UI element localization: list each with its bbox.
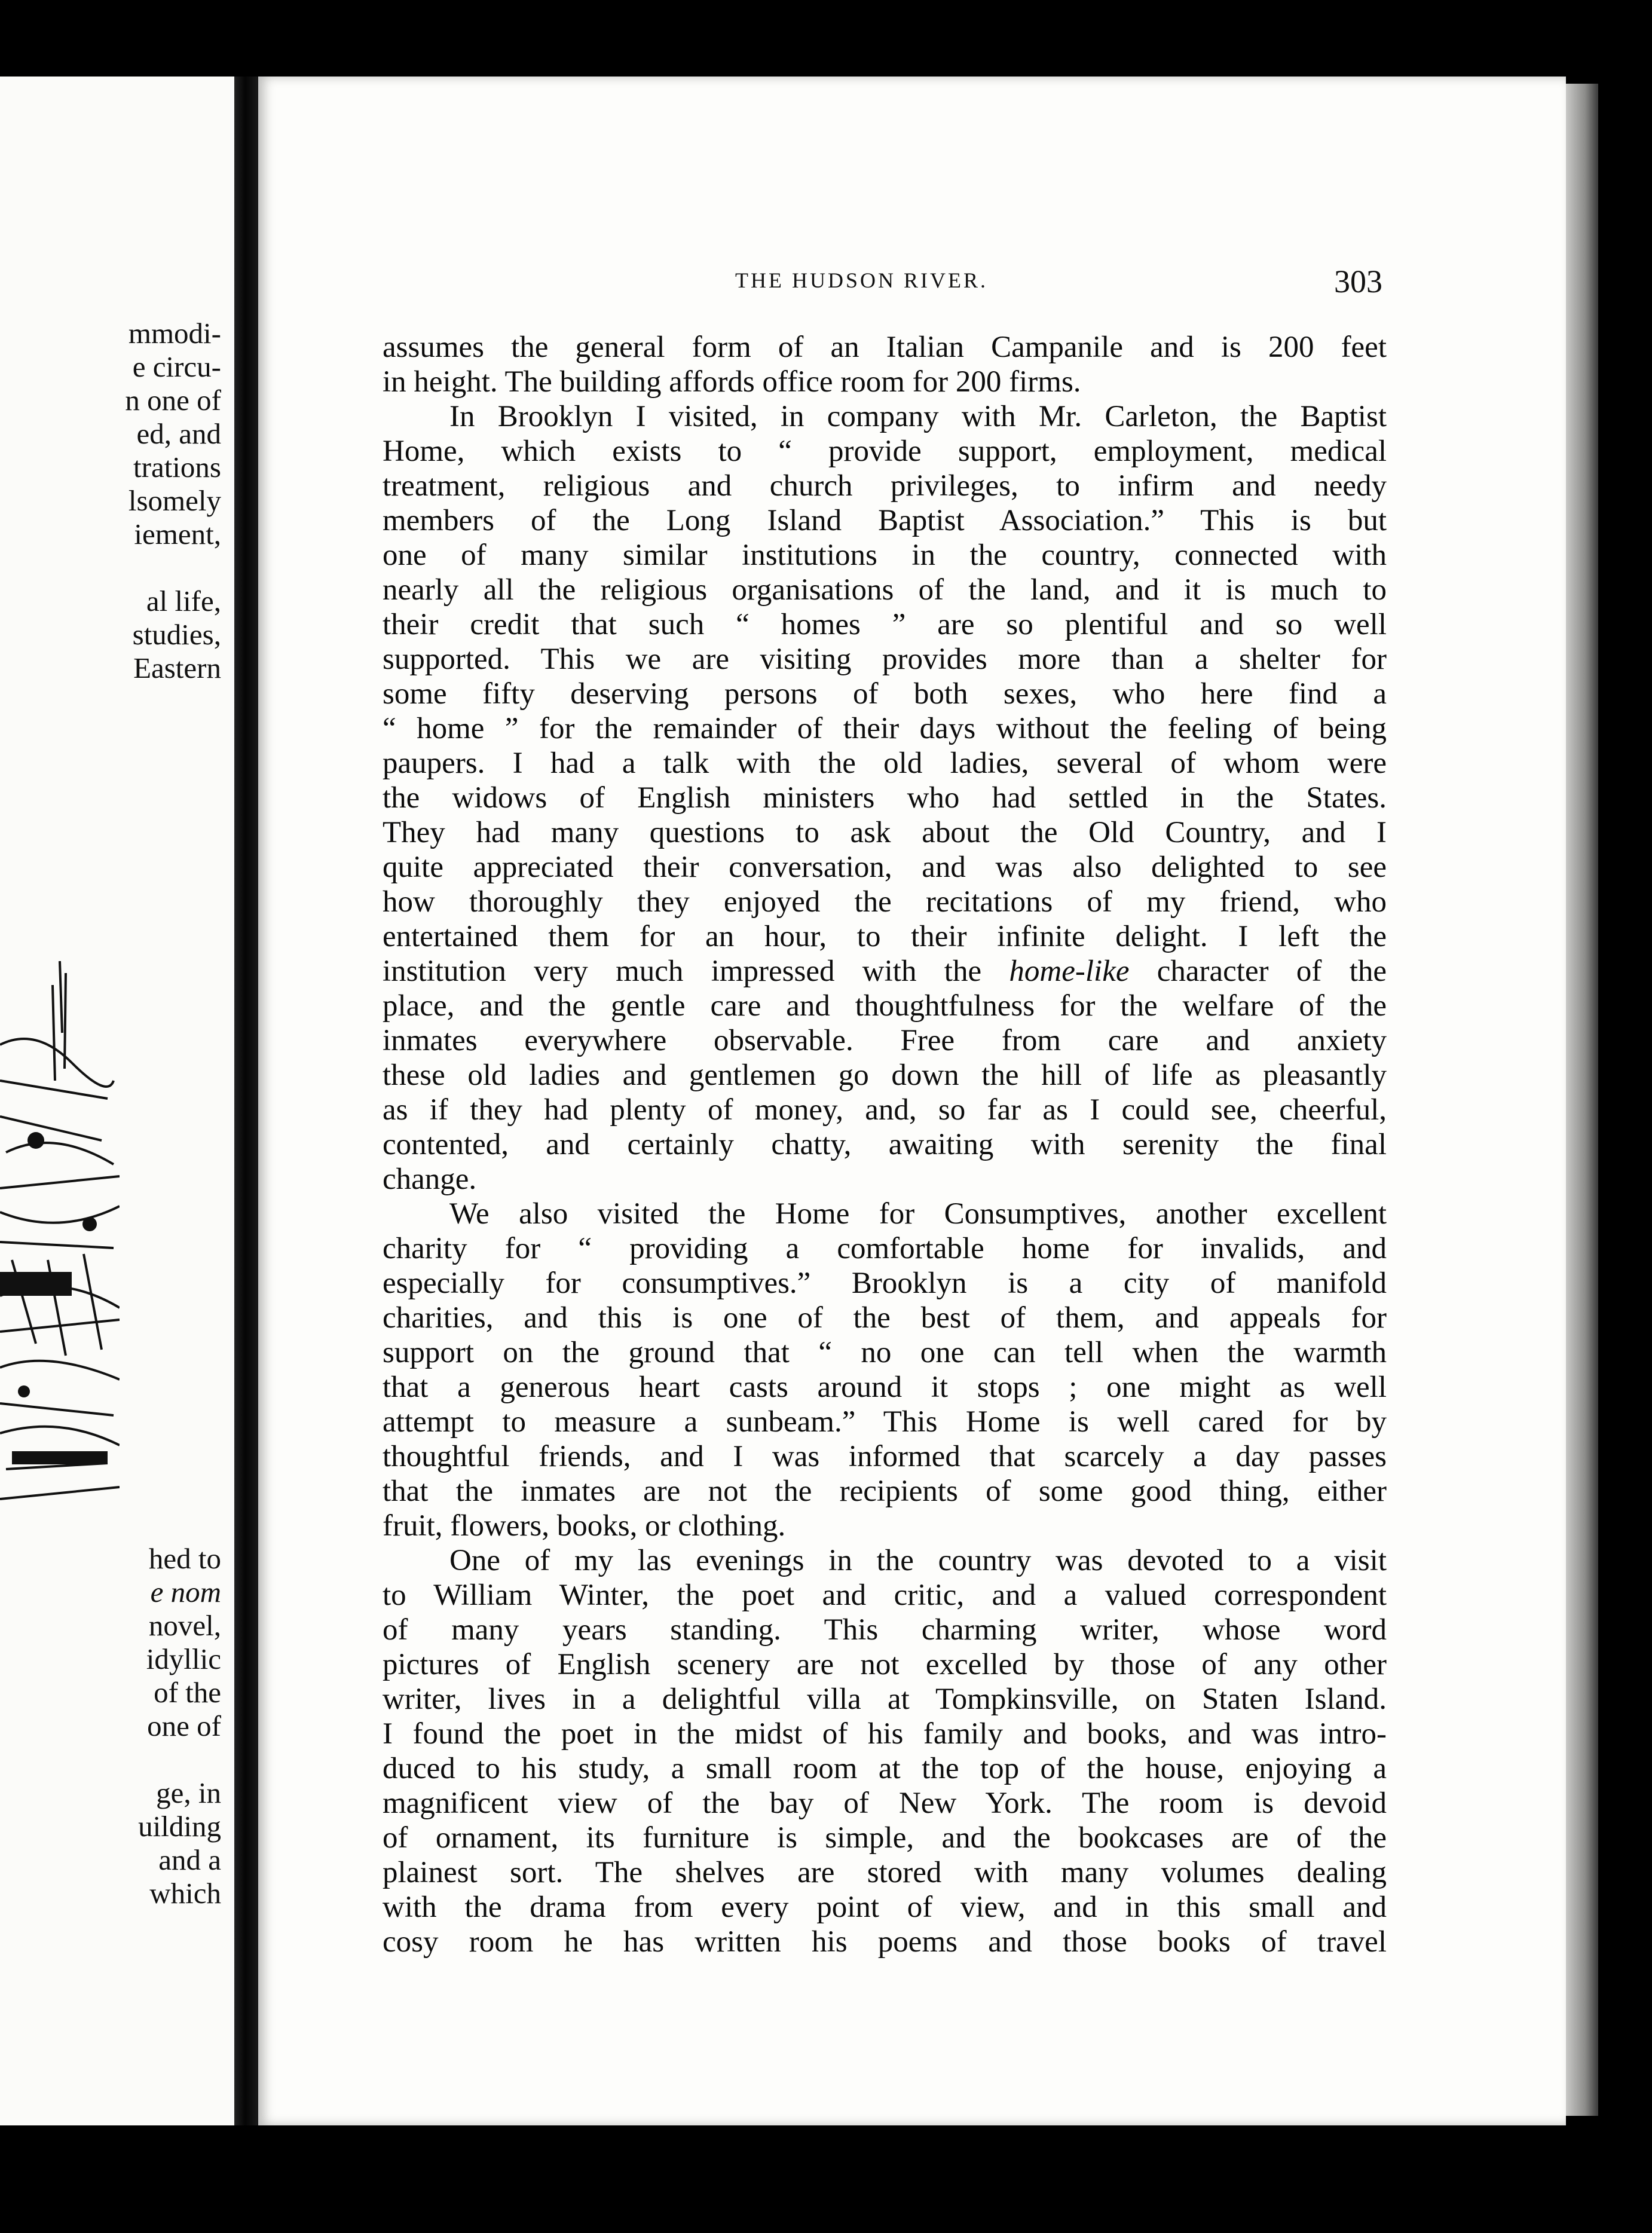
left-page-line: and a [158, 1843, 221, 1876]
text-line: of ornament, its furniture is simple, and the bookcases are of the [383, 1821, 1387, 1855]
text-line: In Brooklyn I visited, in company with Mr. Carleton, the Baptist [449, 400, 1387, 433]
text-line: They had many questions to ask about the Old Country, and I [383, 816, 1387, 849]
text-line: especially for consumptives.” Brooklyn is a city of manifold [383, 1267, 1387, 1300]
text-line: inmates everywhere observable. Free from care and anxiety [383, 1024, 1387, 1057]
text-line [383, 954, 1387, 989]
text-line: One of my las evenings in the country was devoted to a visit [449, 1544, 1387, 1577]
left-page-line: uilding [138, 1810, 221, 1843]
left-page-line: mmodi- [128, 317, 221, 350]
left-page-line: which [149, 1877, 221, 1910]
text-line: plainest sort. The shelves are stored with many volumes dealing [383, 1856, 1387, 1889]
text-line: to William Winter, the poet and critic, and a valued correspondent [383, 1579, 1387, 1612]
text-line: charity for “ providing a comfortable home for invalids, and [383, 1232, 1387, 1265]
left-page-line: idyllic [146, 1642, 221, 1675]
text-line: support on the ground that “ no one can tell when the warmth [383, 1336, 1387, 1369]
text-line: place, and the gentle care and thoughtfulness for the welfare of the [383, 989, 1387, 1023]
text-line: thoughtful friends, and I was informed that scarcely a day passes [383, 1440, 1387, 1473]
left-page-line: trations [133, 451, 221, 484]
text-line: pictures of English scenery are not excelled by those of any other [383, 1648, 1387, 1681]
text-line: that a generous heart casts around it stops ; one might as well [383, 1371, 1387, 1404]
text-line: writer, lives in a delightful villa at Tompkinsville, on Staten Island. [383, 1683, 1387, 1716]
running-head: THE HUDSON RIVER. [735, 268, 988, 292]
text-line: change. [383, 1163, 477, 1196]
text-line: I found the poet in the midst of his family and books, and was intro- [383, 1717, 1387, 1751]
italic-text: home-like [1009, 955, 1130, 988]
left-page-line: e circu- [132, 350, 221, 383]
left-page-line: al life, [146, 585, 221, 617]
text-line: entertained them for an hour, to their infinite delight. I left the [383, 920, 1387, 953]
text-line: in height. The building affords office room for 200 firms. [383, 365, 1081, 399]
text-line: as if they had plenty of money, and, so far as I could see, cheerful, [383, 1093, 1387, 1127]
left-page-line: Eastern [133, 651, 221, 684]
book-gutter [234, 77, 258, 2125]
text-segment: institution very much impressed with the [383, 955, 982, 988]
text-line: these old ladies and gentlemen go down the hill of life as pleasantly [383, 1059, 1387, 1092]
text-line: with the drama from every point of view, and in this small and [383, 1891, 1387, 1924]
text-line: nearly all the religious organisations of the land, and it is much to [383, 573, 1387, 607]
text-line: members of the Long Island Baptist Association.” This is but [383, 504, 1387, 537]
left-page-line: ed, and [136, 417, 221, 450]
engraving-illustration [0, 961, 120, 1523]
text-line: magnificent view of the bay of New York. The room is devoid [383, 1787, 1387, 1820]
left-page-line: novel, [148, 1609, 221, 1642]
left-page-line: iement, [134, 518, 221, 550]
text-line: that the inmates are not the recipients of some good thing, either [383, 1475, 1387, 1508]
left-page-line: n one of [125, 384, 221, 417]
text-line: Home, which exists to “ provide support, employment, medical [383, 435, 1387, 468]
text-line: quite appreciated their conversation, and was also delighted to see [383, 851, 1387, 884]
text-line: cosy room he has written his poems and those books of travel [383, 1925, 1387, 1959]
left-page [0, 77, 234, 2125]
page-number: 303 [1334, 264, 1382, 299]
text-line: one of many similar institutions in the country, connected with [383, 539, 1387, 572]
text-line: supported. This we are visiting provides more than a shelter for [383, 643, 1387, 676]
text-line: some fifty deserving persons of both sexes, who here find a [383, 677, 1387, 711]
text-line: We also visited the Home for Consumptives, another excellent [449, 1197, 1387, 1231]
text-line: of many years standing. This charming writer, whose word [383, 1613, 1387, 1647]
text-line: the widows of English ministers who had settled in the States. [383, 781, 1387, 815]
left-page-line: of the [154, 1676, 221, 1709]
text-line: how thoroughly they enjoyed the recitations of my friend, who [383, 885, 1387, 919]
text-line: fruit, flowers, books, or clothing. [383, 1509, 786, 1543]
text-line: their credit that such “ homes ” are so plentiful and so well [383, 608, 1387, 641]
text-line: treatment, religious and church privileges, to infirm and needy [383, 469, 1387, 503]
left-page-line: hed to [148, 1542, 221, 1575]
left-page-line: lsomely [128, 484, 221, 517]
text-line: paupers. I had a talk with the old ladies, several of whom were [383, 747, 1387, 780]
text-line: “ home ” for the remainder of their days without the feeling of being [383, 712, 1387, 745]
page-edge [1566, 84, 1598, 2116]
text-line: attempt to measure a sunbeam.” This Home is well cared for by [383, 1405, 1387, 1439]
text-line: duced to his study, a small room at the top of the house, enjoying a [383, 1752, 1387, 1785]
text-line: assumes the general form of an Italian Campanile and is 200 feet [383, 331, 1387, 364]
left-page-line: studies, [132, 618, 221, 651]
text-line: charities, and this is one of the best of them, and appeals for [383, 1301, 1387, 1335]
left-page-line: one of [147, 1709, 221, 1742]
left-page-line: ge, in [156, 1776, 221, 1809]
left-page-line: e nom [150, 1576, 221, 1608]
text-segment: character of the [1157, 955, 1387, 988]
text-line: contented, and certainly chatty, awaiting with serenity the final [383, 1128, 1387, 1161]
